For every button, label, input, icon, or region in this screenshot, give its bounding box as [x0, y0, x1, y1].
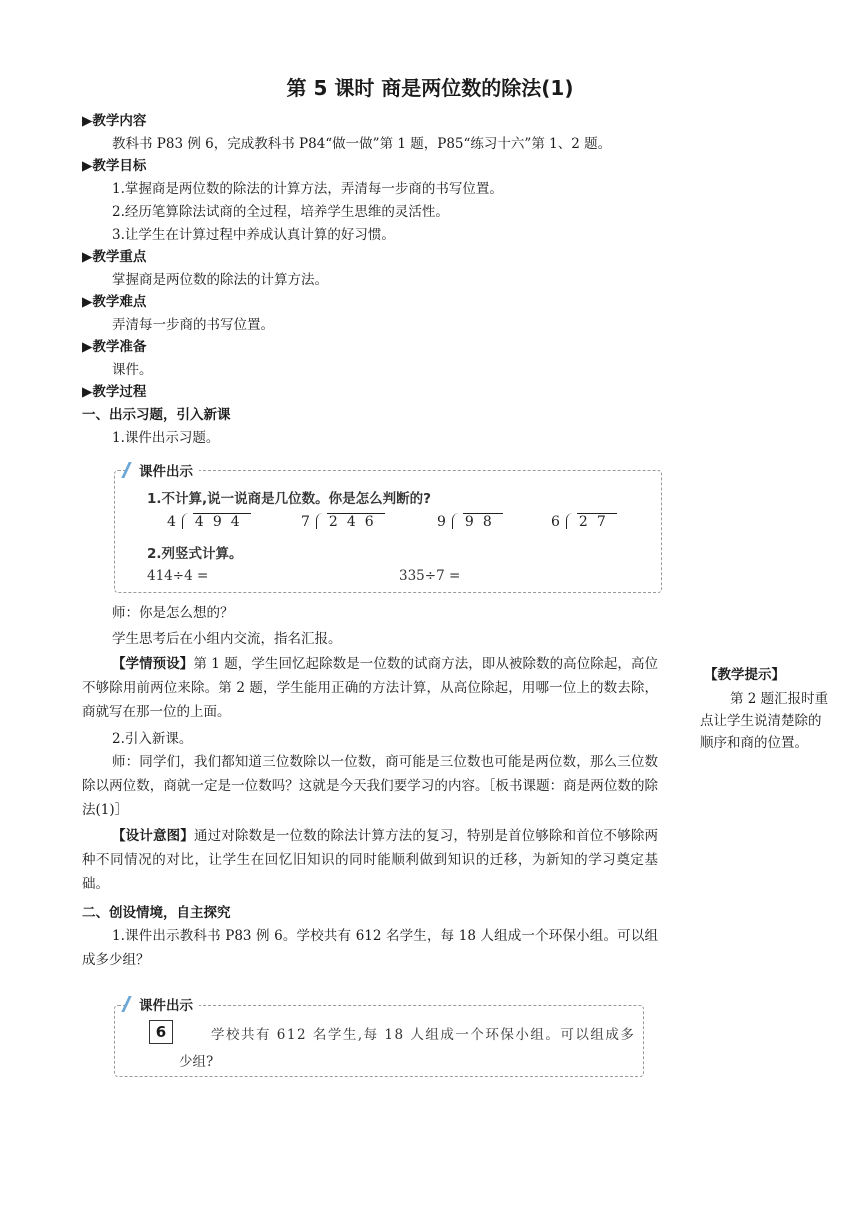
goal-item: 2.经历笔算除法试商的全过程，培养学生思维的灵活性。 — [112, 204, 449, 220]
design-label: 【设计意图】 — [112, 828, 194, 844]
preset-paragraph — [82, 652, 658, 724]
content-text: 教科书 P83 例 6，完成教科书 P84“做一做”第 1 题，P85“练习十六”第 1、2 题。 — [112, 136, 612, 152]
prep-heading: ▶教学准备 — [82, 339, 147, 355]
goal-item: 1.掌握商是两位数的除法的计算方法，弄清每一步商的书写位置。 — [112, 181, 503, 197]
prep-text: 课件。 — [112, 362, 153, 378]
difficulty-text: 弄清每一步商的书写位置。 — [112, 317, 274, 333]
long-division: 4 494 — [167, 514, 249, 530]
preset-text: 第 1 题，学生回忆起除数是一位数的试商方法，即从被除数的高位除起，高位不够除用前两位来除。第 2 题，学生能用正确的方法计算，从高位除起，用哪一位上的数去除，商就写在那一位的上面。 — [82, 656, 659, 720]
courseware-tag: 课件出示 — [125, 460, 199, 480]
courseware-tag: 课件出示 — [125, 994, 199, 1014]
key-text: 掌握商是两位数的除法的计算方法。 — [112, 272, 328, 288]
design-text: 通过对除数是一位数的除法计算方法的复习，特别是首位够除和首位不够除两种不同情况的对比，让学生在回忆旧知识的同时能顺利做到知识的迁移，为新知的学习奠定基础。 — [82, 828, 659, 892]
teaching-tip-heading: 【教学提示】 — [704, 667, 785, 683]
preset-label: 【学情预设】 — [112, 656, 194, 672]
calc-expression: 335÷7 = — [399, 568, 461, 584]
key-heading: ▶教学重点 — [82, 249, 147, 265]
goal-item: 3.让学生在计算过程中养成认真计算的好习惯。 — [112, 227, 395, 243]
part2-step1: 1.课件出示教科书 P83 例 6。学校共有 612 名学生，每 18 人组成一个环保小组。可以组成多少组？ — [82, 928, 658, 968]
calc-expression: 414÷4 = — [147, 568, 209, 584]
long-division: 9 98 — [437, 514, 501, 530]
teacher-question: 师：你是怎么想的？ — [112, 605, 234, 621]
content-heading: ▶教学内容 — [82, 113, 147, 129]
student-activity: 学生思考后在小组内交流，指名汇报。 — [112, 631, 342, 647]
example-text: 少组? — [179, 1054, 214, 1070]
design-paragraph — [82, 824, 658, 896]
goal-heading: ▶教学目标 — [82, 158, 147, 174]
process-heading: ▶教学过程 — [82, 384, 147, 400]
teaching-tip-text: 第 2 题汇报时重点让学生说清楚除的顺序和商的位置。 — [700, 691, 829, 751]
part2-heading: 二、创设情境，自主探究 — [82, 905, 231, 921]
example-text: 学校共有 612 名学生,每 18 人组成一个环保小组。可以组成多 — [211, 1027, 636, 1043]
teacher-intro: 师：同学们，我们都知道三位数除以一位数，商可能是三位数也可能是两位数，那么三位数除以两位数，商就一定是一位数吗？这就是今天我们要学习的内容。［板书课题：商是两位数的除法(1)］ — [82, 754, 658, 818]
example-number-icon: 6 — [149, 1020, 173, 1044]
part1-step2: 2.引入新课。 — [112, 731, 193, 747]
long-division: 7 246 — [301, 514, 383, 530]
question-1: 1.不计算,说一说商是几位数。你是怎么判断的? — [147, 491, 431, 507]
page-title: 第 5 课时 商是两位数的除法(1) — [286, 76, 574, 100]
courseware-box-1 — [114, 464, 662, 593]
long-division: 6 27 — [551, 514, 615, 530]
question-2: 2.列竖式计算。 — [147, 546, 243, 562]
part1-step1: 1.课件出示习题。 — [112, 430, 220, 446]
difficulty-heading: ▶教学难点 — [82, 294, 147, 310]
courseware-box-2 — [114, 998, 644, 1077]
part1-heading: 一、出示习题，引入新课 — [82, 407, 231, 423]
